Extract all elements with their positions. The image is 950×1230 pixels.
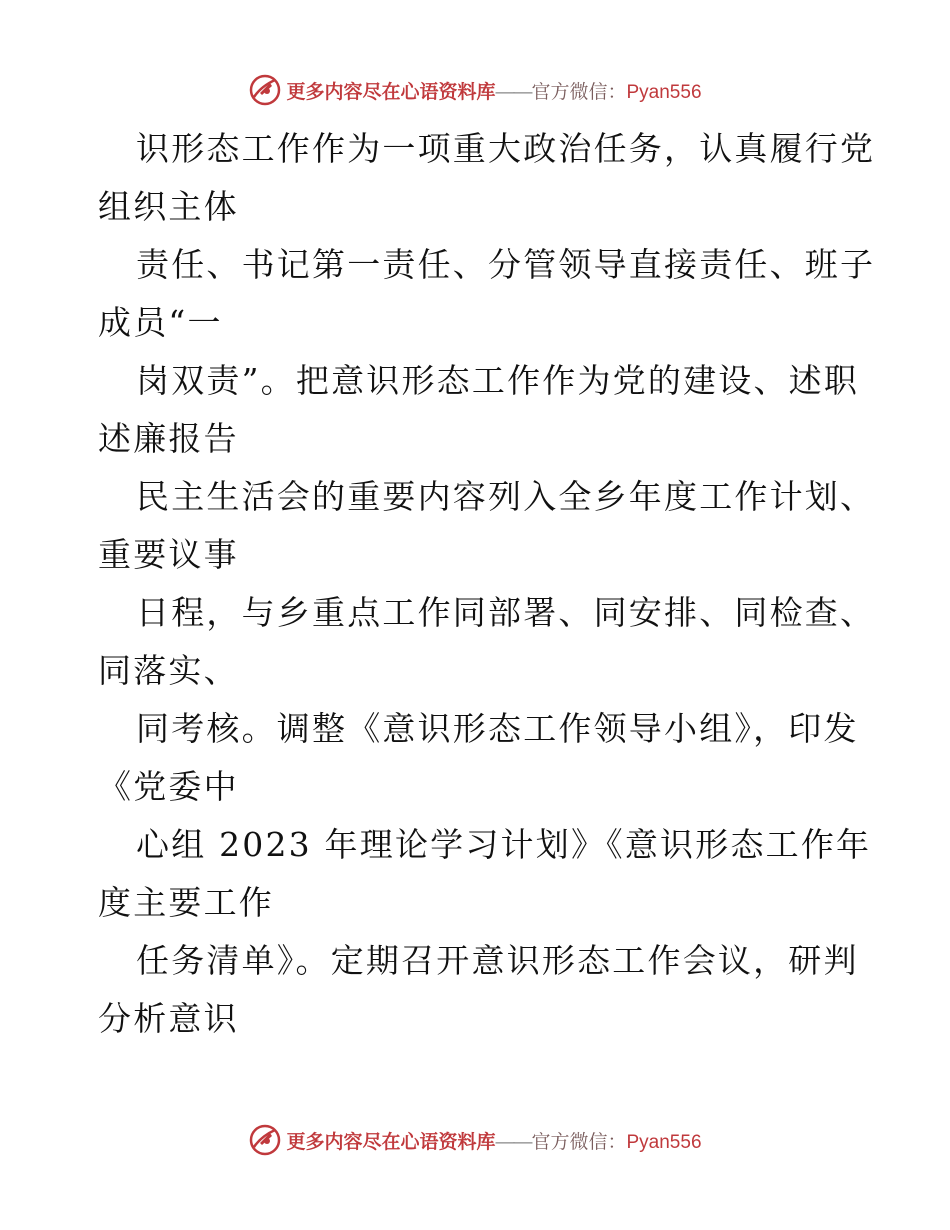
- banner-text: [286, 1127, 701, 1154]
- pen-circle-logo-icon: [248, 73, 282, 107]
- body-line: 心组 2023 年理论学习计划》《意识形态工作年: [136, 825, 872, 864]
- body-line: 述廉报告: [98, 419, 239, 458]
- body-line: 岗双责”。把意识形态工作作为党的建设、述职: [136, 361, 860, 400]
- header-banner: [0, 70, 950, 110]
- footer-banner: [0, 1120, 950, 1160]
- pen-circle-logo-icon: [248, 1123, 282, 1157]
- banner-dash: ——: [495, 81, 532, 103]
- body-line: 民主生活会的重要内容列入全乡年度工作计划、: [136, 477, 876, 516]
- body-line: 度主要工作: [98, 883, 274, 922]
- banner-title: 更多内容尽在心语资料库: [286, 1130, 496, 1153]
- body-line: 同考核。调整《意识形态工作领导小组》，印发: [136, 709, 859, 748]
- banner-text: [286, 77, 701, 104]
- body-line: 组织主体: [98, 187, 239, 226]
- body-line: 任务清单》。定期召开意识形态工作会议，研判: [136, 941, 859, 980]
- body-line: 分析意识: [98, 999, 239, 1038]
- body-line: 日程，与乡重点工作同部署、同安排、同检查、: [136, 593, 876, 632]
- banner-wechat-id: Pyan556: [626, 81, 702, 103]
- body-line: 识形态工作作为一项重大政治任务，认真履行党: [136, 129, 876, 168]
- body-line: 成员“一: [98, 303, 223, 342]
- banner-wechat-label: 官方微信：: [531, 1130, 627, 1153]
- body-line: 《党委中: [98, 767, 239, 806]
- body-line: 责任、书记第一责任、分管领导直接责任、班子: [136, 245, 876, 284]
- banner-title: 更多内容尽在心语资料库: [286, 80, 496, 103]
- banner-dash: ——: [495, 1131, 532, 1153]
- banner-wechat-id: Pyan556: [626, 1131, 702, 1153]
- banner-wechat-label: 官方微信：: [531, 80, 627, 103]
- body-line: 重要议事: [98, 535, 239, 574]
- body-line: 同落实、: [98, 651, 239, 690]
